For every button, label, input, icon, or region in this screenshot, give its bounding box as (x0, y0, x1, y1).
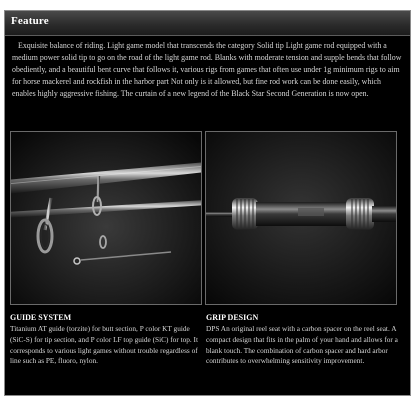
section-title: Feature (11, 15, 49, 27)
section-header (5, 11, 410, 36)
grip-design-title: GRIP DESIGN (206, 313, 259, 322)
rod-guides-image (11, 132, 201, 304)
grip-design-photo (205, 131, 397, 305)
feature-panel (4, 10, 411, 396)
guide-system-text: Titanium AT guide (torzite) for butt section, P color KT guide (SiC-S) for tip section, and P color LF top guide (SiC) for top. It corresponds to various light games without trouble regardless of line such as PE, fluoro, nylon. (10, 324, 199, 366)
grip-design-text: DPS An original reel seat with a carbon spacer on the reel seat. A compact design that fits in the palm of your hand and allows for a blank touch. The combination of carbon spacer and hard arbor contributes to overwhelming sensitivity improvement. (206, 324, 398, 366)
guide-system-title: GUIDE SYSTEM (10, 313, 72, 322)
reel-seat-image (206, 132, 396, 304)
guide-system-photo (10, 131, 202, 305)
intro-paragraph: Exquisite balance of riding. Light game model that transcends the category Solid tip Light game rod equipped with a medium power solid tip to go on the road of the light game rod. Blanks with moderate tension and supple bends that follow obediently, and a beautiful bent curve that follows it, various rigs from games that often use under 1g minimum rigs to aim for horse mackerel and rockfish in the harbor part Not only is it allowed, but fine rod work can be done easily, which enables highly aggressive fishing. The curtain of a new legend of the Black Star Second Generation is now open. (12, 41, 402, 98)
